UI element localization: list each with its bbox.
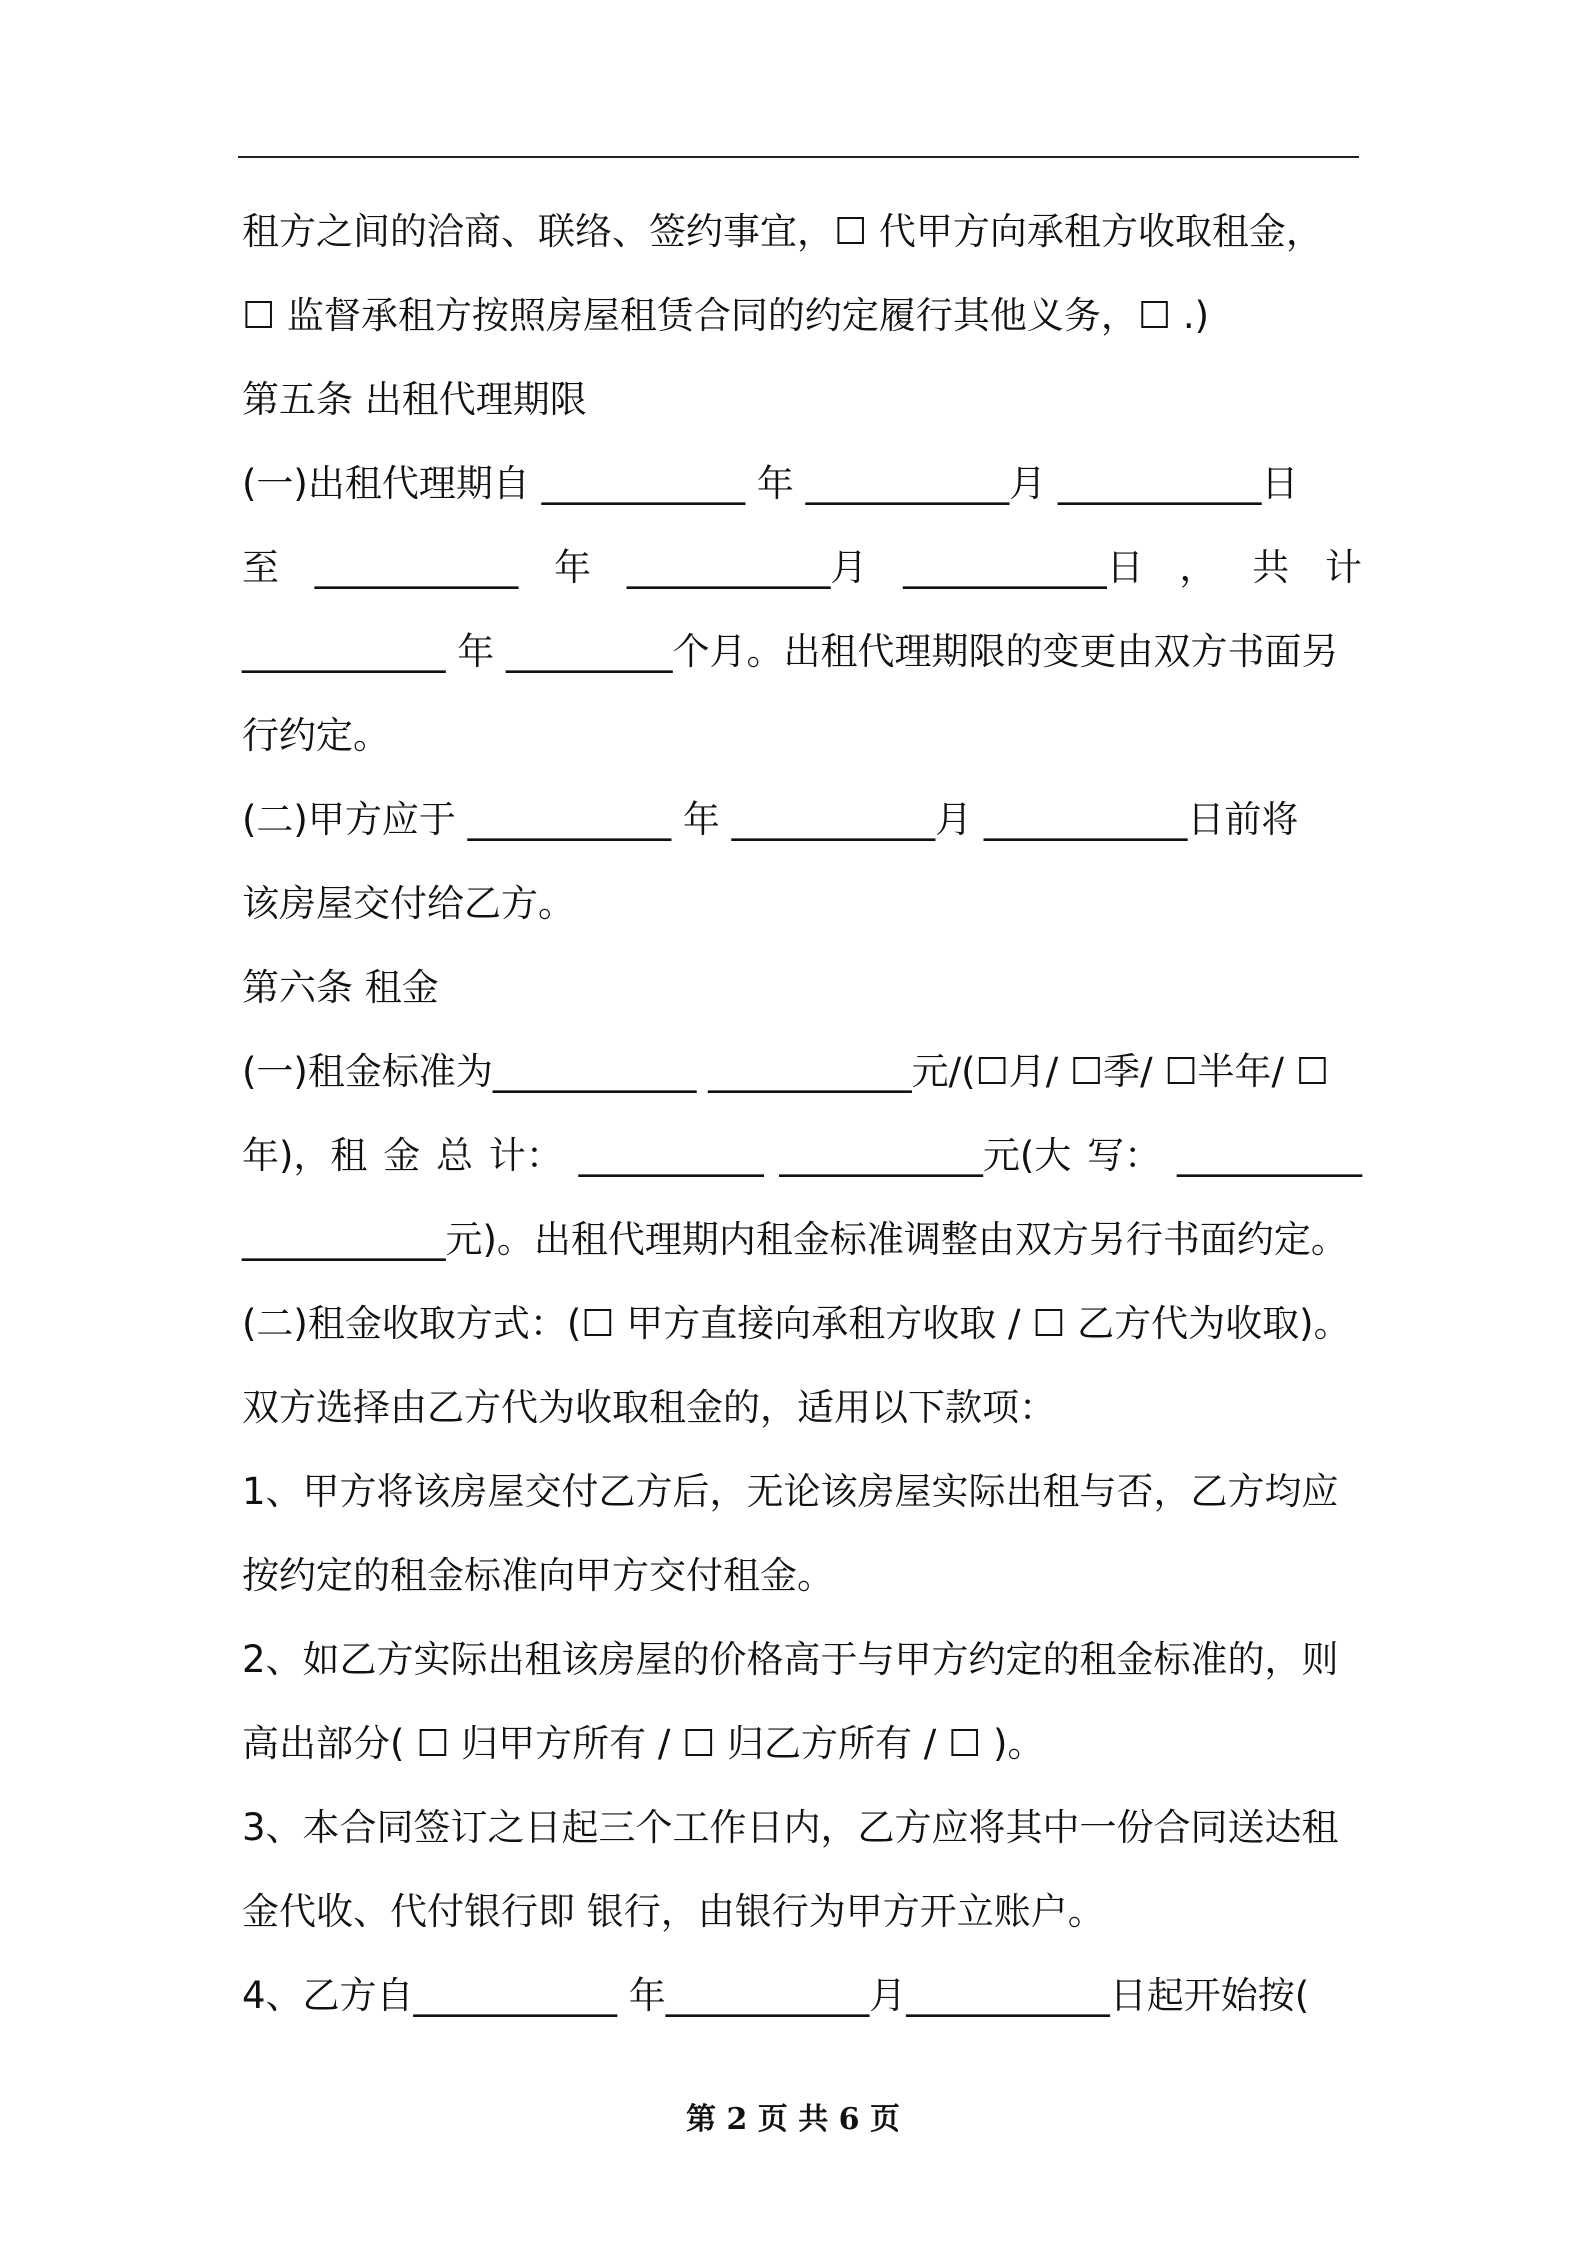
text-line: 1、甲方将该房屋交付乙方后，无论该房屋实际出租与否，乙方均应 (242, 1470, 1339, 1513)
blank-field: __________ (1176, 1134, 1362, 1177)
blank-field: ___________月 (626, 546, 868, 589)
word: 总 (436, 1134, 474, 1177)
article-heading: 第五条 出租代理期限 (242, 378, 587, 421)
word: 年 (554, 546, 592, 589)
header-rule (238, 156, 1359, 158)
word: 年)，租 (242, 1134, 368, 1177)
page-indicator: 第 2 页 共 6 页 (686, 2102, 900, 2137)
word: 写： (1087, 1134, 1162, 1177)
text-line: (一)出租代理期自 ___________ 年 ___________月 ___________日 (242, 462, 1299, 505)
text-line: 4、乙方自___________ 年___________月___________日起开始按( (242, 1974, 1310, 2017)
text-line: ___________元)。出租代理期内租金标准调整由双方另行书面约定。 (242, 1218, 1348, 1261)
contract-body (242, 196, 1362, 2044)
word: 至 (242, 546, 279, 589)
word: 金 (383, 1134, 421, 1177)
blank-field: ___________日 (903, 546, 1144, 589)
text-line-justified (242, 532, 1362, 616)
text-line: (二)租金收取方式：(☐ 甲方直接向承租方收取 / ☐ 乙方代为收取)。 (242, 1302, 1351, 1345)
text-line-justified (242, 1120, 1362, 1204)
text-line: ___________ 年 _________个月。出租代理期限的变更由双方书面另 (242, 630, 1339, 673)
text-line: (二)甲方应于 ___________ 年 ___________月 ___________日前将 (242, 798, 1299, 841)
text-line: 金代收、代付银行即 银行，由银行为甲方开立账户。 (242, 1890, 1105, 1933)
word: 计 (1324, 546, 1362, 589)
word: ， (1179, 546, 1217, 589)
text-line: (一)租金标准为___________ ___________元/(☐月/ ☐季/ ☐半年/ ☐ (242, 1050, 1329, 1093)
article-heading: 第六条 租金 (242, 966, 439, 1009)
text-line: 高出部分( ☐ 归甲方所有 / ☐ 归乙方所有 / ☐ )。 (242, 1722, 1045, 1765)
text-line: 2、如乙方实际出租该房屋的价格高于与甲方约定的租金标准的，则 (242, 1638, 1339, 1681)
text-line: 该房屋交付给乙方。 (242, 882, 575, 925)
blank-field: ___________元(大 (779, 1134, 1072, 1177)
text-line: 按约定的租金标准向甲方交付租金。 (242, 1554, 834, 1597)
word: 计： (488, 1134, 563, 1177)
blank-field: ___________ (314, 546, 519, 589)
word: 共 (1252, 546, 1290, 589)
text-line: 租方之间的洽商、联络、签约事宜，☐ 代甲方向承租方收取租金， (242, 210, 1323, 253)
text-line: 行约定。 (242, 714, 390, 757)
text-line: ☐ 监督承租方按照房屋租赁合同的约定履行其他义务，☐ .) (242, 294, 1210, 337)
text-line: 双方选择由乙方代为收取租金的，适用以下款项： (242, 1386, 1056, 1429)
blank-field: __________ (578, 1134, 764, 1177)
text-line: 3、本合同签订之日起三个工作日内，乙方应将其中一份合同送达租 (242, 1806, 1339, 1849)
